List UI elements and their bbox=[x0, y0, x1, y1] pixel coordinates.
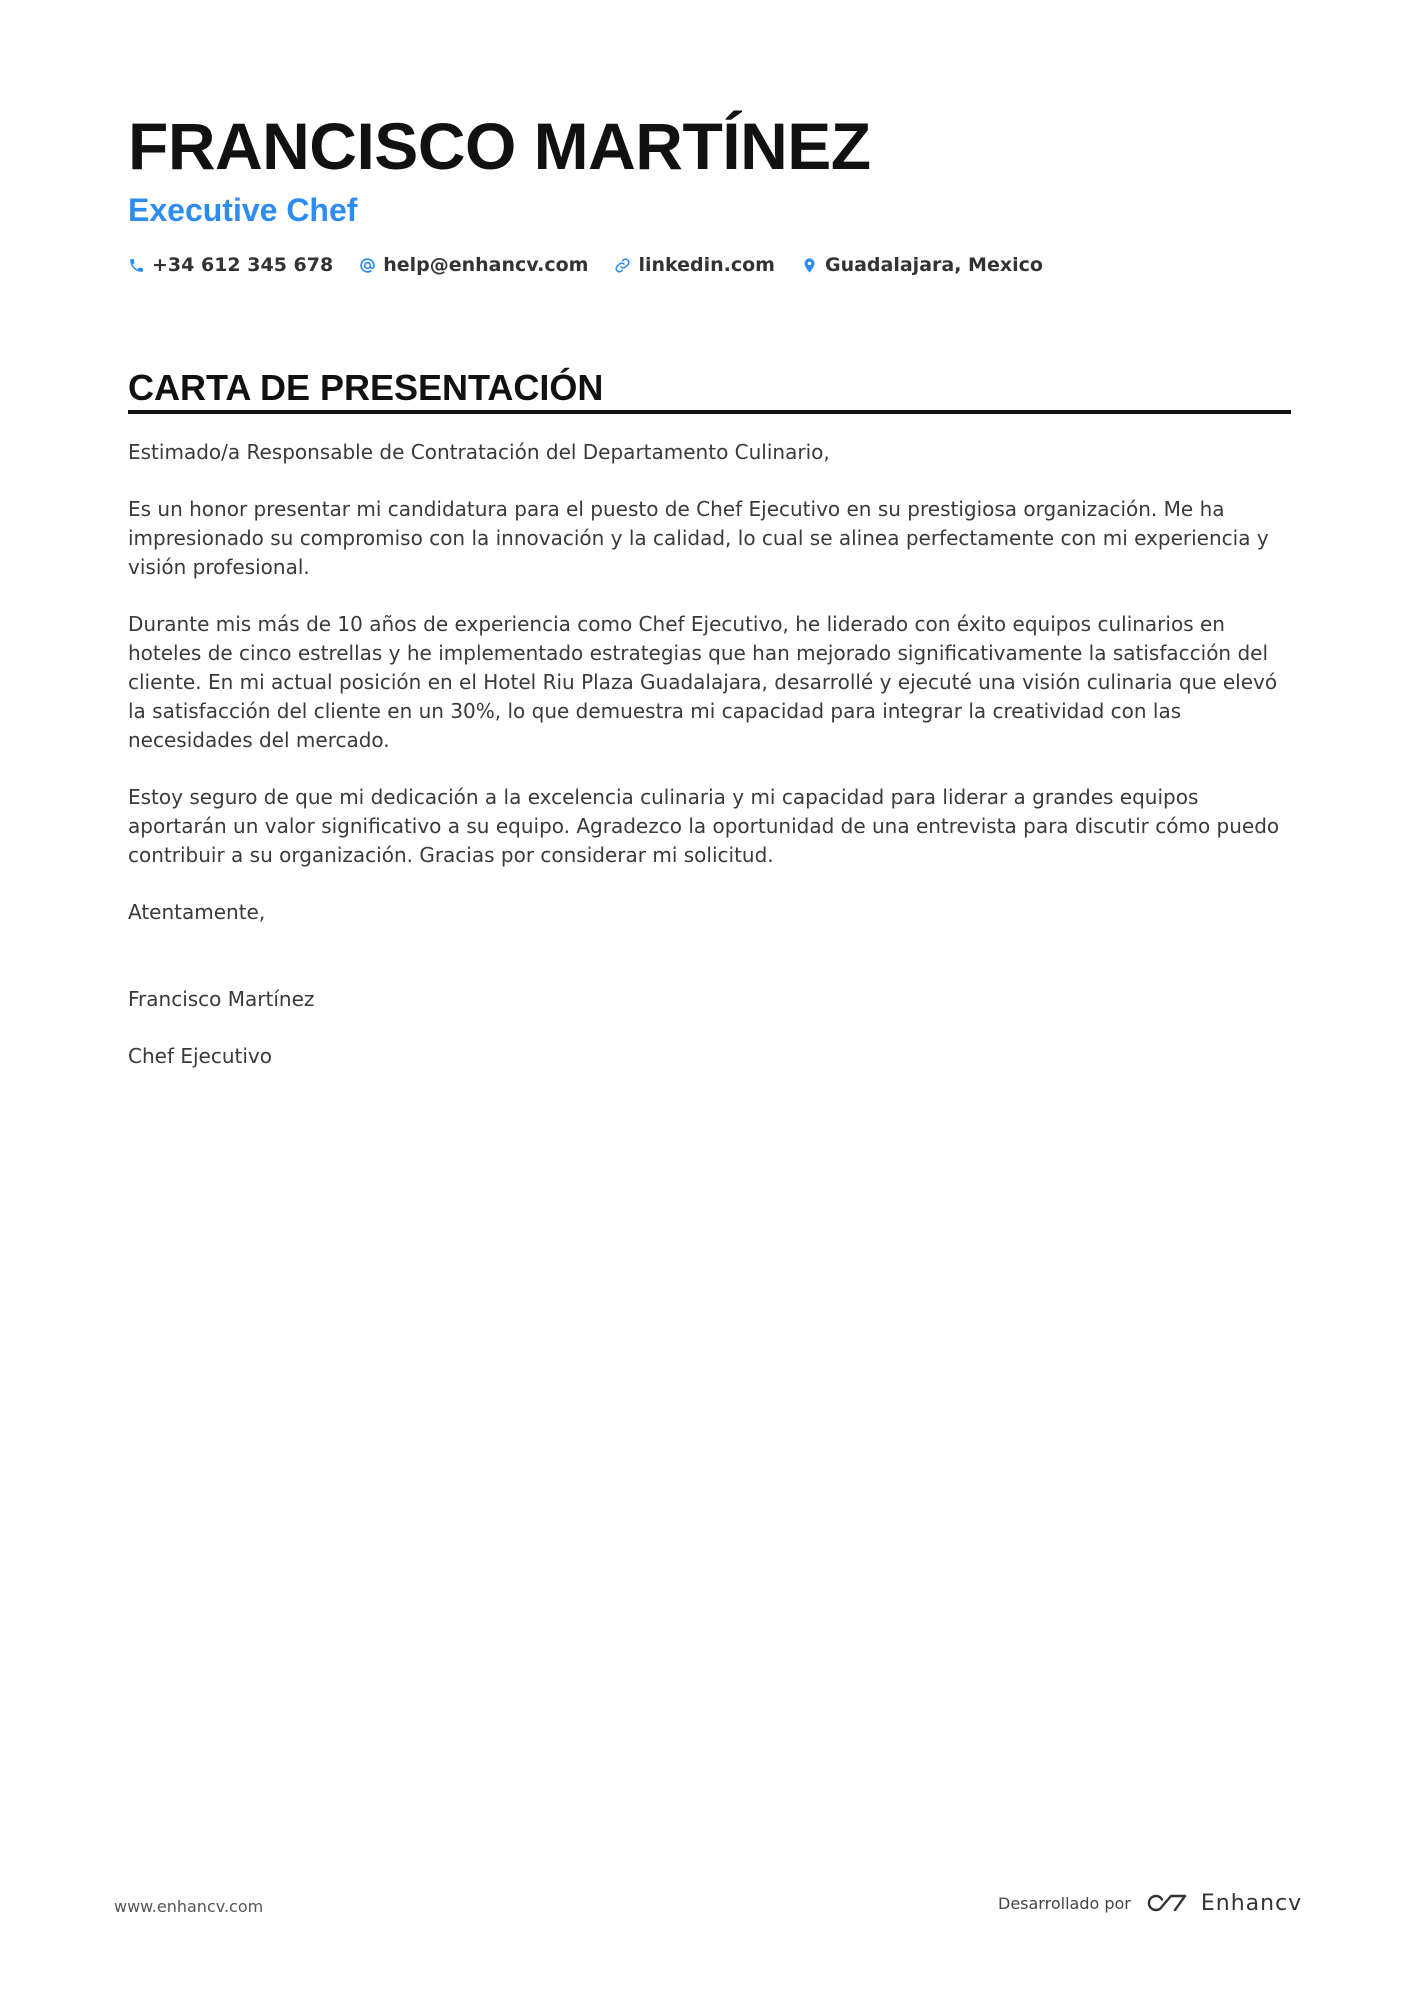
contact-location-text: Guadalajara, Mexico bbox=[824, 254, 1043, 276]
section-divider bbox=[128, 410, 1291, 414]
signature-title: Chef Ejecutivo bbox=[128, 1044, 272, 1068]
link-icon bbox=[614, 257, 631, 274]
contact-phone-text: +34 612 345 678 bbox=[152, 254, 334, 276]
letter-closing: Atentamente, bbox=[128, 900, 266, 924]
contact-location bbox=[801, 254, 1043, 276]
letter-body bbox=[128, 438, 1293, 1071]
letter-greeting: Estimado/a Responsable de Contratación del Departamento Culinario, bbox=[128, 440, 830, 464]
section-title: CARTA DE PRESENTACIÓN bbox=[128, 367, 604, 408]
letter-paragraph: Durante mis más de 10 años de experiencia como Chef Ejecutivo, he liderado con éxito equipos culinarios en hoteles de cinco estrellas y he implementado estrategias que han mejorado significativamente la satisfacción del cliente. En mi actual posición en el Hotel Riu Plaza Guadalajara, desarrollé y ejecuté una visión culinaria que elevó la satisfacción del cliente en un 30%, lo que demuestra mi capacidad para integrar la creatividad con las necesidades del mercado. bbox=[128, 612, 1278, 752]
footer-branding[interactable] bbox=[998, 1890, 1302, 1916]
location-pin-icon bbox=[801, 257, 818, 274]
contact-email[interactable] bbox=[359, 254, 588, 276]
letter-paragraph: Estoy seguro de que mi dedicación a la excelencia culinaria y mi capacidad para liderar a grandes equipos aportarán un valor significativo a su equipo. Agradezco la oportunidad de una entrevista para discutir cómo puedo contribuir a su organización. Gracias por considerar mi solicitud. bbox=[128, 785, 1280, 867]
powered-by-label: Desarrollado por bbox=[998, 1893, 1131, 1913]
footer-website-link[interactable]: www.enhancv.com bbox=[114, 1897, 264, 1916]
signature-name: Francisco Martínez bbox=[128, 987, 315, 1011]
candidate-role: Executive Chef bbox=[128, 192, 358, 228]
contact-email-text: help@enhancv.com bbox=[383, 254, 589, 276]
contact-bar bbox=[128, 254, 1043, 276]
contact-linkedin[interactable] bbox=[614, 254, 775, 276]
phone-icon bbox=[128, 257, 145, 274]
contact-phone[interactable] bbox=[128, 254, 333, 276]
enhancv-logo-icon bbox=[1143, 1890, 1189, 1916]
at-icon bbox=[359, 257, 376, 274]
candidate-name: FRANCISCO MARTÍNEZ bbox=[128, 109, 871, 183]
contact-linkedin-text: linkedin.com bbox=[638, 254, 775, 276]
letter-paragraph: Es un honor presentar mi candidatura para el puesto de Chef Ejecutivo en su prestigiosa organización. Me ha impresionado su compromiso con la innovación y la calidad, lo cual se alinea perfectamente con mi experiencia y visión profesional. bbox=[128, 497, 1269, 579]
enhancv-logo-text: Enhancv bbox=[1200, 1890, 1303, 1916]
